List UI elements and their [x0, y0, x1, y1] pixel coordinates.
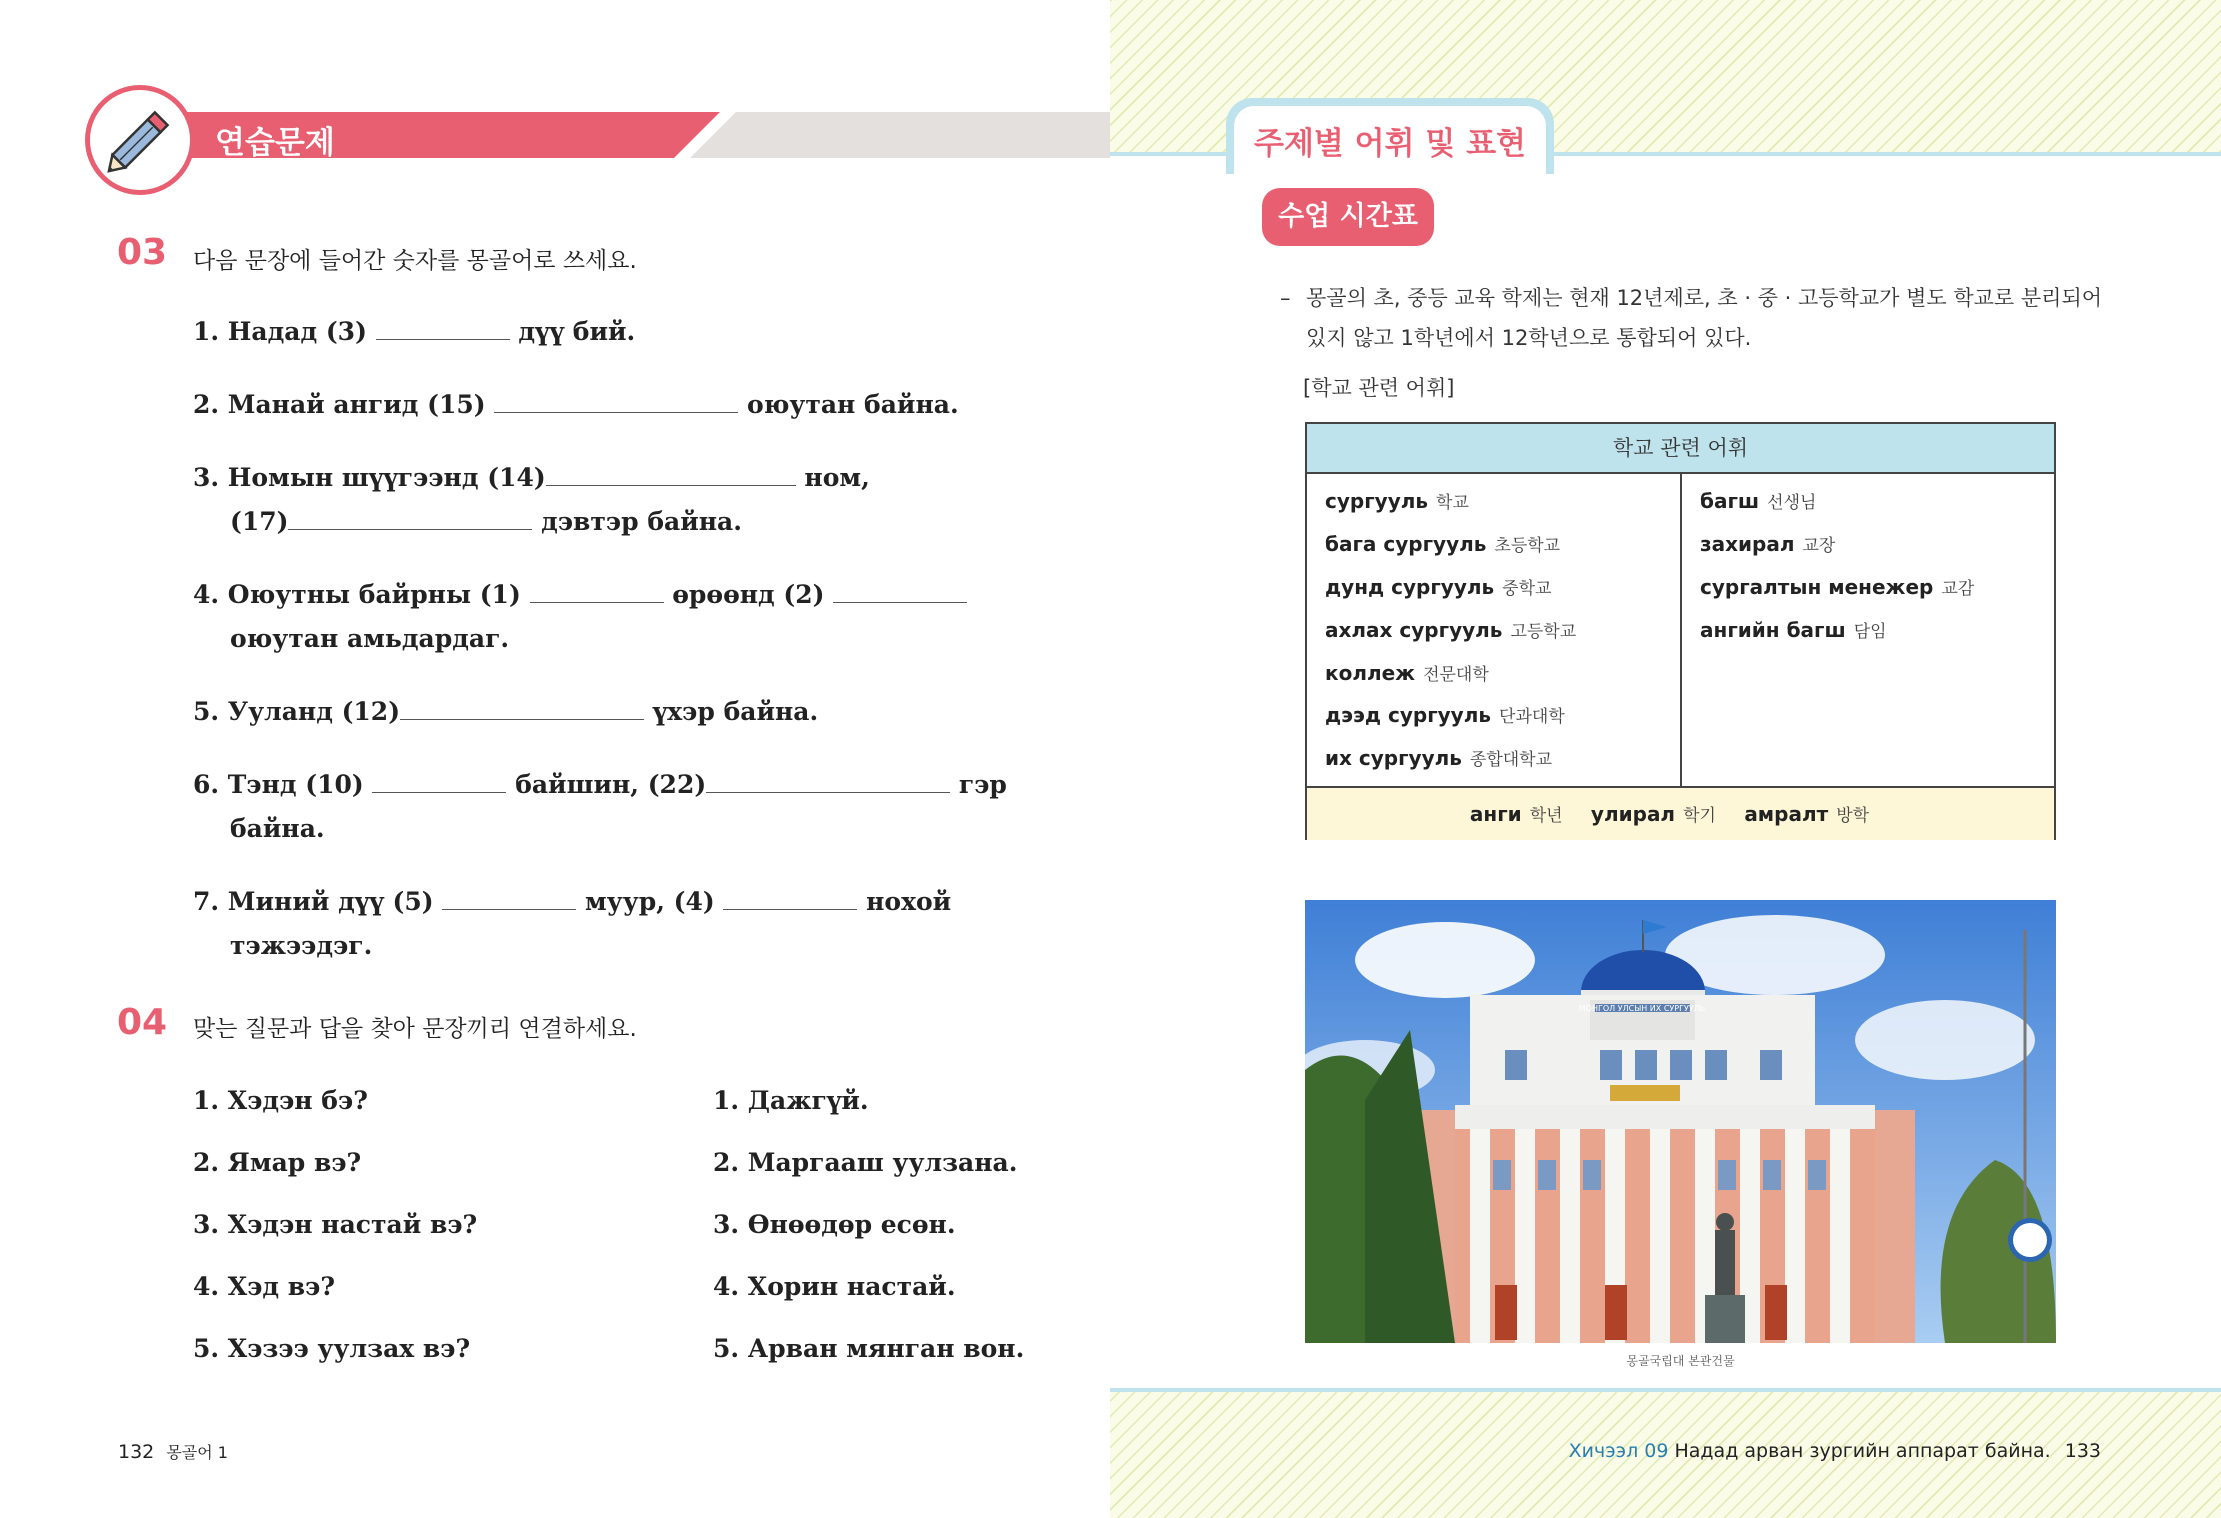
answer-blank[interactable] [376, 319, 510, 340]
match-question: 1. Хэдэн бэ? [193, 1086, 368, 1115]
topic-title: 주제별 어휘 및 표현 [1254, 126, 1526, 162]
page-number: 133 [2064, 1440, 2101, 1462]
vocab-row: дээд сургууль 단과대학 [1325, 703, 1565, 727]
match-answer: 4. Хорин настай. [713, 1272, 956, 1301]
match-answer: 3. Өнөөдөр есөн. [713, 1210, 956, 1239]
exercise-item-2: 2. Манай ангид (15) оюутан байна. [193, 390, 959, 419]
vocab-row: багш 선생님 [1700, 489, 1817, 513]
answer-blank[interactable] [723, 889, 857, 910]
vocab-row: бага сургууль 초등학교 [1325, 532, 1561, 556]
answer-blank[interactable] [400, 699, 644, 720]
book-title: 몽골어 1 [166, 1443, 228, 1462]
exercise-item-5: 5. Ууланд (12) үхэр байна. [193, 697, 819, 726]
page-footer-right [1569, 1440, 2101, 1462]
lesson-number: Хичээл 09 [1568, 1440, 1669, 1462]
match-answer: 2. Маргааш уулзана. [713, 1148, 1018, 1177]
match-answer: 5. Арван мянган вон. [713, 1334, 1025, 1363]
vocab-table-footer: анги 학년 улирал 학기 амралт 방학 [1307, 786, 2054, 840]
subtopic-badge: 수업 시간표 [1262, 188, 1434, 246]
vocab-row: коллеж 전문대학 [1325, 661, 1489, 685]
vocab-column-right [1682, 474, 2054, 786]
match-question: 4. Хэд вэ? [193, 1272, 336, 1301]
answer-blank[interactable] [530, 582, 664, 603]
vocab-column-left [1307, 474, 1682, 786]
answer-blank[interactable] [288, 509, 532, 530]
exercise-item-4: 4. Оюутны байрны (1) өрөөнд (2) [193, 580, 967, 609]
match-question: 2. Ямар вэ? [193, 1148, 362, 1177]
page-number: 132 [118, 1441, 155, 1463]
vocab-row: их сургууль 종합대학교 [1325, 746, 1553, 770]
vocab-label: [학교 관련 어휘] [1303, 376, 1455, 400]
exercise-item-3: 3. Номын шүүгээнд (14) ном, [193, 463, 870, 492]
answer-blank[interactable] [833, 582, 967, 603]
vocab-row: дунд сургууль 중학교 [1325, 575, 1552, 599]
photo-caption: 몽골국립대 본관건물 [1626, 1354, 1735, 1368]
vocab-row: сургууль 학교 [1325, 489, 1469, 513]
exercise-item-6: 6. Тэнд (10) байшин, (22) гэр [193, 770, 1007, 799]
question-number-04: 04 [117, 1002, 168, 1043]
vocab-row: захирал 교장 [1700, 532, 1836, 556]
photo-sign-text: МОНГОЛ УЛСЫН ИХ СУРГУУЛЬ [1578, 1004, 1706, 1013]
vocab-table-header: 학교 관련 어휘 [1307, 424, 2054, 474]
page-footer-left [118, 1440, 228, 1463]
pencil-icon [85, 85, 195, 195]
exercise-item-6-cont: байна. [230, 814, 325, 843]
university-building-photo [1305, 900, 2056, 1343]
answer-blank[interactable] [442, 889, 576, 910]
match-question: 5. Хэзээ уулзах вэ? [193, 1334, 471, 1363]
match-answer: 1. Дажгүй. [713, 1086, 869, 1115]
header-gray-band [690, 112, 1110, 158]
exercise-item-7: 7. Миний дүү (5) муур, (4) нохой [193, 887, 952, 916]
exercise-item-3-cont: (17) дэвтэр байна. [230, 507, 742, 536]
vocab-row: ахлах сургууль 고등학교 [1325, 618, 1577, 642]
lesson-title: Надад арван зургийн аппарат байна. [1674, 1440, 2051, 1462]
header-red-band [120, 112, 720, 158]
exercise-item-1: 1. Надад (3) дүү бий. [193, 317, 636, 346]
match-question: 3. Хэдэн настай вэ? [193, 1210, 478, 1239]
section-title: 연습문제 [215, 125, 335, 161]
question-number-03: 03 [117, 232, 168, 273]
answer-blank[interactable] [372, 772, 506, 793]
exercise-item-4-cont: оюутан амьдардаг. [230, 624, 510, 653]
description-text: 몽골의 초, 중등 교육 학제는 현재 12년제로, 초 · 중 · 고등학교가 별도 학교로 분리되어 있지 않고 1학년에서 12학년으로 통합되어 있다. [1306, 286, 2103, 350]
exercise-item-7-cont: тэжээдэг. [230, 931, 373, 960]
vocab-row: ангийн багш 담임 [1700, 618, 1887, 642]
question-04-instruction: 맞는 질문과 답을 찾아 문장끼리 연결하세요. [193, 1016, 637, 1042]
answer-blank[interactable] [494, 392, 738, 413]
vocab-table [1305, 422, 2056, 840]
question-03-instruction: 다음 문장에 들어간 숫자를 몽골어로 쓰세요. [193, 248, 637, 274]
answer-blank[interactable] [546, 465, 796, 486]
vocab-row: сургалтын менежер 교감 [1700, 575, 1975, 599]
answer-blank[interactable] [706, 772, 950, 793]
